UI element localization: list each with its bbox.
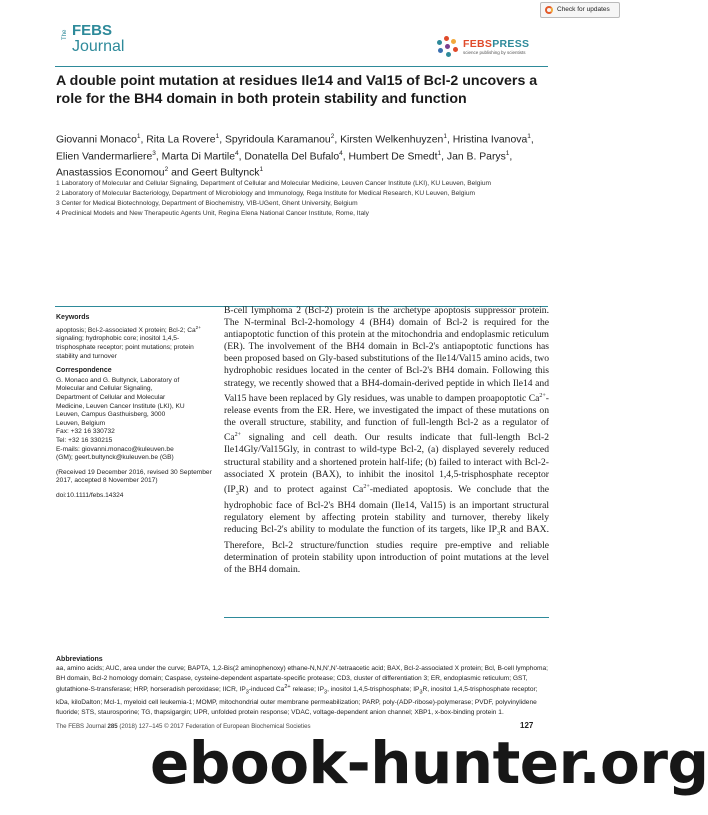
- affiliation-item: 4 Preclinical Models and New Therapeutic Agents Unit, Regina Elena National Cancer Institute, Rome, Italy: [56, 210, 369, 218]
- journal-logo-suffix: Journal: [72, 38, 125, 55]
- author-list: Giovanni Monaco$^1$, Rita La Rovere$^1$, Spyridoula Karamanou$^2$, Kirsten Welkenhuyzen$^1$, Hristina Ivanova$^1$, Elien Vandermarliere$^3$, Marta Di Martile$^4$, Donatella Del Bufalo$^4$, Humbert De Smedt$^1$, Jan B. Parys$^1$, Anastassios Economou$^2$ and Geert Bultynck$^1$: [56, 133, 534, 179]
- author-name: Donatella Del Bufalo: [244, 151, 340, 163]
- author-name: Geert Bultynck: [191, 167, 260, 179]
- affiliation-item: 2 Laboratory of Molecular Bacteriology, Department of Microbiology and Immunology, Rega Institute for Medical Research, KU Leuven, Belgium: [56, 190, 476, 198]
- correspondence-line: Fax: +32 16 330732: [56, 428, 115, 436]
- author-affiliation-marker: 3: [152, 149, 156, 157]
- author-name: Marta Di Martile: [161, 151, 235, 163]
- correspondence-text: [56, 377, 216, 463]
- febs-journal-logo: [62, 22, 142, 64]
- author-affiliation-marker: 4: [235, 149, 239, 157]
- febs-press-logo: [436, 36, 576, 64]
- affiliation-item: 1 Laboratory of Molecular and Cellular Signaling, Department of Cellular and Molecular Medicine, Leuven Cancer Institute (LKI), KU Leuven, Belgium: [56, 180, 492, 187]
- author-affiliation-marker: 1: [443, 133, 447, 140]
- febs-press-dots-icon: [436, 36, 460, 60]
- received-dates: (Received 19 December 2016, revised 30 September 2017, accepted 8 November 2017): [56, 468, 212, 485]
- author-name: Jan B. Parys: [446, 151, 506, 163]
- abbreviations-text: aa, amino acids; AUC, area under the curve; BAPTA, 1,2-Bis(2 aminophenoxy) ethane-N,N,N',N'-tetraacetic acid; BAX, Bcl-2-associated X protein; Bcl, B-cell lymphoma; BH domain, Bcl-2 homology domain; Caspase, cysteine-dependent aspartate-specific protease; CD3, cluster of differentiation 3; ER, endoplasmic reticulum; GST, glutathione-S-transferase; HRP, horseradish peroxidase; IICR, $IP_3$-induced $Ca^{2+}$ release; $IP_3$, inositol 1,4,5-trisphosphate; $IP_3R$, inositol 1,4,5-trisphosphate receptor; kDa, kiloDalton; Mcl-1, myeloid cell leukemia-1; MOMP, mitochondrial outer membrane permeabilization; PARP, poly-(ADP-ribose)-polymerase; PVDF, polyvinylidene fluoride; STS, staurosporine; TG, thapsigargin; UPR, unfolded protein response; VDAC, voltage-dependent anion channel; XBP1, x-box-binding protein 1.: [56, 665, 549, 716]
- watermark: ebook-hunter.org: [150, 729, 708, 797]
- correspondence-line: Leuven, Belgium: [56, 419, 106, 427]
- header-divider: [55, 66, 548, 67]
- abbreviations-heading: Abbreviations: [56, 656, 103, 663]
- author-affiliation-marker: 1: [215, 133, 220, 140]
- check-for-updates-button[interactable]: [540, 2, 620, 18]
- correspondence-line: Leuven, Campus Gasthuisberg, 3000: [56, 411, 166, 419]
- doi[interactable]: doi:10.1111/febs.14324: [56, 491, 124, 499]
- author-affiliation-marker: 2: [164, 166, 169, 174]
- author-affiliation-marker: 2: [330, 133, 335, 140]
- article-title: A double point mutation at residues Ile14 and Val15 of Bcl-2 uncovers a role for the BH4 domain in both protein stability and function: [56, 73, 538, 107]
- journal-logo-name: FEBS: [72, 22, 113, 39]
- abbreviations: [56, 655, 551, 717]
- author-name: Hristina Ivanova: [452, 134, 528, 146]
- affiliation-list: [56, 179, 556, 219]
- author-name: Spyridoula Karamanou: [225, 134, 331, 146]
- journal-logo-prefix: The: [62, 29, 68, 40]
- footer-citation: The FEBS Journal 285 (2018) 127–145 © 2017 Federation of European Biochemical Societies: [56, 723, 311, 730]
- keywords-heading: Keywords: [56, 314, 90, 321]
- author-affiliation-marker: 1: [527, 133, 531, 140]
- correspondence-line: E-mails: giovanni.monaco@kuleuven.be: [56, 445, 174, 453]
- correspondence-line: Molecular and Cellular Signaling,: [56, 385, 153, 393]
- correspondence-line: (GM); geert.bultynck@kuleuven.be (GB): [56, 454, 174, 462]
- author-affiliation-marker: 4: [339, 149, 343, 157]
- author-name: Anastassios Economou: [56, 167, 165, 179]
- keywords-text: apoptosis; Bcl-2-associated X protein; Bcl-2; $Ca^{2+}$ signaling; hydrophobic core; inositol 1,4,5-trisphosphate receptor; point mutations; protein stability and turnover: [56, 324, 201, 360]
- abstract-divider: [224, 617, 549, 618]
- author-name: Humbert De Smedt: [348, 151, 438, 163]
- author-name: Giovanni Monaco: [56, 134, 137, 146]
- press-logo-name-b: PRESS: [492, 38, 530, 50]
- crossmark-icon: [545, 6, 553, 14]
- correspondence-line: Department of Cellular and Molecular: [56, 393, 166, 401]
- article-sidebar: [56, 314, 216, 506]
- check-for-updates-label: Check for updates: [557, 6, 610, 13]
- affiliation-item: 3 Center for Medical Biotechnology, Department of Biochemistry, VIB-UGent, Ghent University, Belgium: [56, 200, 358, 208]
- correspondence-line: Tel: +32 16 330215: [56, 436, 113, 444]
- author-name: Kirsten Welkenhuyzen: [340, 134, 444, 146]
- correspondence-heading: Correspondence: [56, 367, 112, 375]
- abstract: B-cell lymphoma 2 (Bcl-2) protein is the archetype apoptosis suppressor protein. The N-terminal Bcl-2-homology 4 (BH4) domain of Bcl-2 is required for the antiapoptotic function of this protein at the mitochondria and endoplasmic reticulum (ER). The involvement of the BH4 domain in Bcl-2's antiapoptotic functions has been proposed based on Gly-based substitutions of the Ile14/Val15 amino acids, two hydrophobic residues located in the center of Bcl-2's BH4 domain. Following this strategy, we recently showed that a BH4-domain-derived peptide in which Ile14 and Val15 have been replaced by Gly residues, was unable to dampen proapoptotic $Ca^{2+}$-release events from the ER. Here, we investigated the impact of these mutations on the overall structure, stability, and function of full-length Bcl-2 as a regulator of $Ca^{2+}$ signaling and cell death. Our results indicate that full-length Bcl-2 Ile14Gly/Val15Gly, in contrast to wild-type Bcl-2, (a) displayed severely reduced structural stability and a shortened protein half-life; (b) failed to interact with Bcl-2-associated X protein (BAX), to inhibit the inositol 1,4,5-trisphosphate receptor $(IP_3R)$ and to protect against $Ca^{2+}$-mediated apoptosis. We conclude that the hydrophobic face of Bcl-2's BH4 domain (Ile14, Val15) is an important structural regulatory element by affecting protein stability and turnover, thereby likely reducing Bcl-2's ability to modulate the function of its targets, like $IP_3R$ and BAX. Therefore, Bcl-2 structure/function studies require pre-emptive and reliable determination of protein stability upon introduction of point mutations at the level of the BH4 domain.: [224, 305, 549, 576]
- author-affiliation-marker: 1: [437, 149, 442, 157]
- correspondence-line: G. Monaco and G. Bultynck, Laboratory of: [56, 376, 180, 384]
- author-name: Elien Vandermarliere: [56, 151, 153, 163]
- press-logo-tagline: science publishing by scientists: [463, 50, 526, 55]
- press-logo-name-a: FEBS: [463, 38, 493, 50]
- page-number: 127: [520, 721, 534, 730]
- correspondence-line: Medicine, Leuven Cancer Institute (LKI), KU: [56, 402, 185, 410]
- author-joiner: and: [171, 167, 189, 179]
- author-affiliation-marker: 1: [259, 166, 264, 174]
- author-affiliation-marker: 1: [136, 133, 141, 140]
- author-name: Rita La Rovere: [146, 134, 216, 146]
- author-affiliation-marker: 1: [505, 149, 510, 157]
